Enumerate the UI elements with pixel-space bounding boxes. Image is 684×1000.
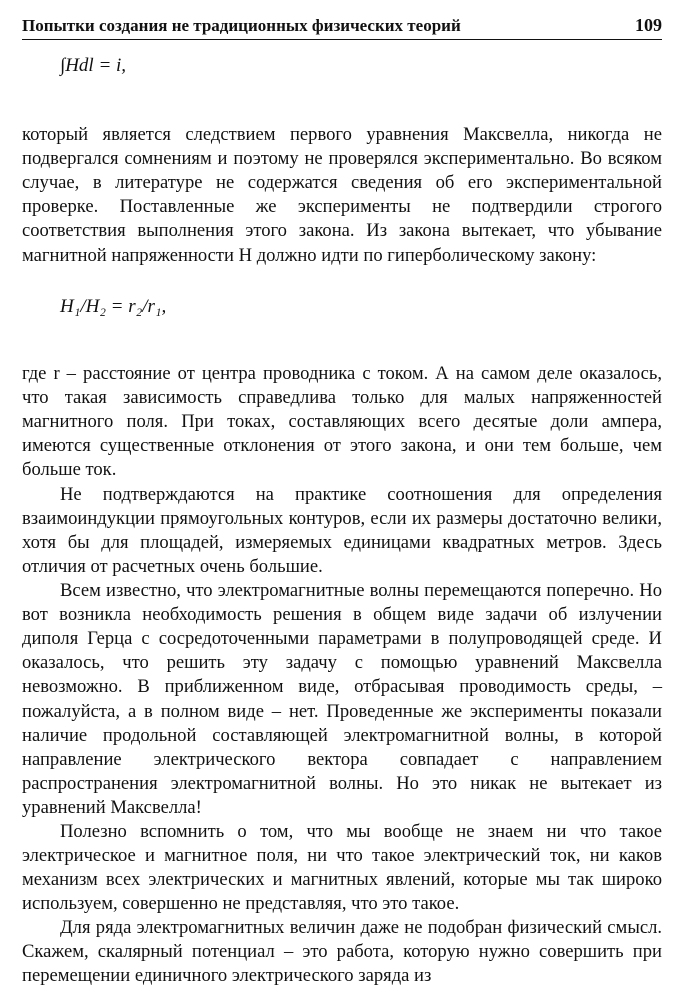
paragraph-5: Полезно вспомнить о том, что мы вообще не знаем ни что такое электрическое и магнитное поля, ни что такое электрический ток, ни каков механизм всех электрических и магнитных явлений, которые мы так широко используем, совершенно не представляя, что это такое. (22, 820, 662, 915)
formula-hyperbolic: H₁/H₂ = r₂/r₁, (60, 296, 167, 317)
paragraph-3: Не подтверждаются на практике соотношения для определения взаимоиндукции прямоугольных контуров, если их размеры достаточно велики, хотя бы для площадей, измеряемых единицами квадратных метров. Здесь отличия от расчетных очень большие. (22, 483, 662, 578)
paragraph-2: где r – расстояние от центра проводника с током. А на самом деле оказалось, что такая зависимость справедлива только для малых напряженностей магнитного поля. При токах, составляющих всего десятые доли ампера, имеются существенные отклонения от этого закона, и они тем больше, чем больше ток. (22, 362, 662, 481)
chapter-title: Попытки создания не традиционных физических теорий (22, 16, 461, 35)
paragraph-1: который является следствием первого уравнения Максвелла, никогда не подвергался сомнениям и поэтому не проверялся экспериментально. Во всяком случае, в литературе не содержатся сведения об его экспериментальной проверке. Поставленные же эксперименты не подтвердили строгого соответствия выполнения этого закона. Из закона вытекает, что убывание магнитной напряженности H должно идти по гиперболическому закону: (22, 123, 662, 266)
page-number: 109 (635, 15, 662, 35)
paragraph-6: Для ряда электромагнитных величин даже не подобран физический смысл. Скажем, скалярный потенциал – это работа, которую нужно совершить при перемещении единичного электрического заряда из (22, 916, 662, 986)
formula-circulation: ∫Hdl = i, (60, 55, 127, 76)
paragraph-4: Всем известно, что электромагнитные волны перемещаются поперечно. Но вот возникла необходимость решения в общем виде задачи об излучении диполя Герца с сосредоточенными параметрами в полупроводящей среде. И оказалось, что решить эту задачу с помощью уравнений Максвелла невозможно. В приближенном виде, отбрасывая проводимость среды, – пожалуйста, а в полном виде – нет. Проведенные же эксперименты показали наличие продольной составляющей электромагнитной волны, в которой направление электрического вектора совпадает с направлением распространения электромагнитной волны. Но это никак не вытекает из уравнений Максвелла! (22, 579, 662, 819)
running-head (22, 8, 662, 40)
